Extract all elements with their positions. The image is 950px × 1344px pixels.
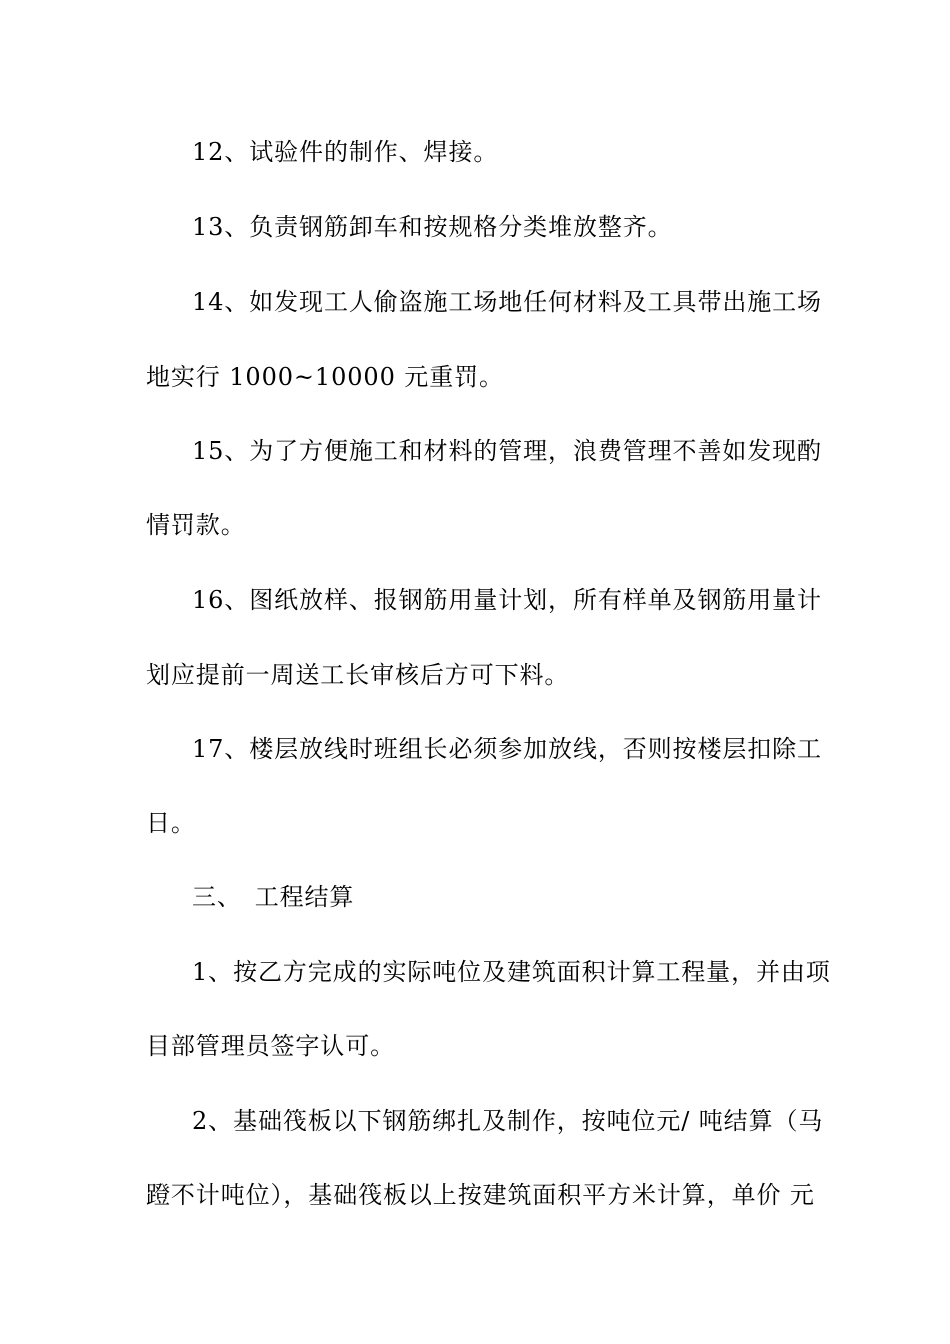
item-16-line-1: 16、图纸放样、报钢筋用量计划，所有样单及钢筋用量计 <box>192 586 822 614</box>
item-16-line-2: 划应提前一周送工长审核后方可下料。 <box>146 661 570 689</box>
item-12-line: 12、试验件的制作、焊接。 <box>192 138 499 166</box>
settlement-item-2-line-2: 蹬不计吨位），基础筏板以上按建筑面积平方米计算，单价 元 <box>146 1181 815 1209</box>
item-15-line-1: 15、为了方便施工和材料的管理，浪费管理不善如发现酌 <box>192 437 822 465</box>
item-15-line-2: 情罚款。 <box>146 511 246 539</box>
settlement-item-2-line-1: 2、基础筏板以下钢筋绑扎及制作，按吨位元/ 吨结算（马 <box>192 1107 824 1135</box>
item-14-line-1: 14、如发现工人偷盗施工场地任何材料及工具带出施工场 <box>192 288 822 316</box>
settlement-item-1-line-2: 目部管理员签字认可。 <box>146 1032 395 1060</box>
item-14-line-2: 地实行 1000~10000 元重罚。 <box>146 363 504 391</box>
item-13-line: 13、负责钢筋卸车和按规格分类堆放整齐。 <box>192 213 673 241</box>
settlement-item-1-line-1: 1、按乙方完成的实际吨位及建筑面积计算工程量，并由项 <box>192 958 831 986</box>
item-17-line-1: 17、楼层放线时班组长必须参加放线，否则按楼层扣除工 <box>192 735 822 763</box>
item-17-line-2: 日。 <box>146 809 196 837</box>
section-heading: 三、 工程结算 <box>192 883 355 911</box>
